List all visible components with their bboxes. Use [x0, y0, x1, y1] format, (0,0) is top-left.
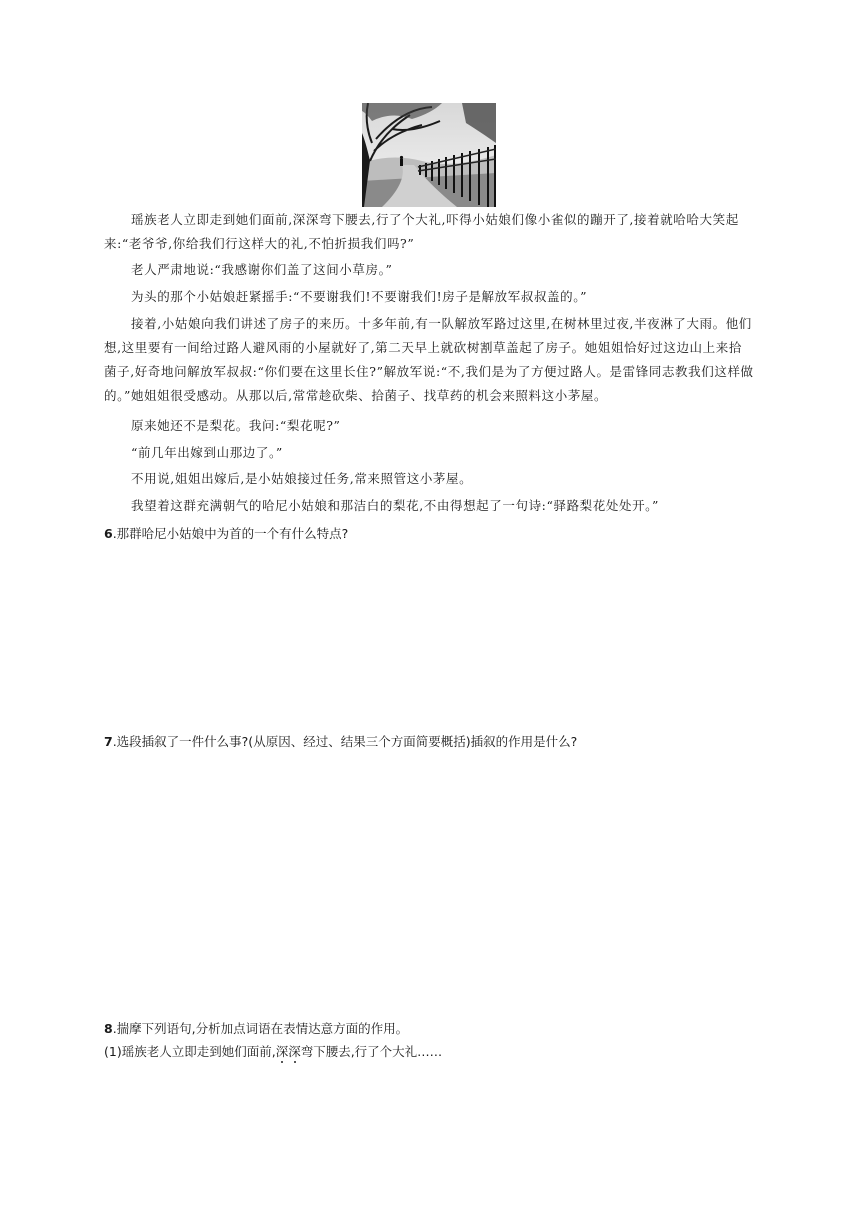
question-7-number: 7 — [104, 734, 113, 749]
question-6-text: .那群哈尼小姑娘中为首的一个有什么特点? — [112, 526, 349, 541]
passage-paragraph-5: 原来她还不是梨花。我问:“梨花呢?” — [131, 418, 341, 433]
passage-paragraph-6: “前几年出嫁到山那边了。” — [131, 445, 283, 460]
emphasis-dot — [294, 1061, 296, 1063]
question-6-number: 6 — [104, 526, 113, 541]
question-8 — [104, 1018, 764, 1040]
passage-paragraph-2: 老人严肃地说:“我感谢你们盖了这间小草房。” — [131, 262, 393, 277]
q8-item-1-after: 弯下腰去,行了个大礼…… — [300, 1044, 443, 1059]
q8-item-1-before: (1)瑶族老人立即走到她们面前, — [104, 1044, 276, 1059]
question-7-text: .选段插叙了一件什么事?(从原因、经过、结果三个方面简要概括)插叙的作用是什么? — [112, 734, 578, 749]
photo-path-fence-trees-icon — [362, 103, 496, 207]
passage-paragraph-3: 为头的那个小姑娘赶紧摇手:“不要谢我们!不要谢我们!房子是解放军叔叔盖的。” — [131, 289, 588, 304]
passage-paragraph-1: 瑶族老人立即走到她们面前,深深弯下腰去,行了个大礼,吓得小姑娘们像小雀似的蹦开了,接着就哈哈大笑起来:“老爷爷,你给我们行这样大的礼,不怕折损我们吗?” — [104, 212, 739, 251]
passage-paragraph-7: 不用说,姐姐出嫁后,是小姑娘接过任务,常来照管这小茅屋。 — [131, 471, 473, 486]
question-8-item-1 — [104, 1041, 764, 1063]
question-8-text: .揣摩下列语句,分析加点词语在表情达意方面的作用。 — [112, 1021, 409, 1036]
emphasis-dot — [281, 1061, 283, 1063]
question-6 — [104, 523, 764, 545]
question-8-number: 8 — [104, 1021, 113, 1036]
emphasized-words — [276, 1044, 301, 1059]
passage-paragraph-8: 我望着这群充满朝气的哈尼小姑娘和那洁白的梨花,不由得想起了一句诗:“驿路梨花处处开。” — [131, 498, 660, 513]
passage-paragraph-4: 接着,小姑娘向我们讲述了房子的来历。十多年前,有一队解放军路过这里,在树林里过夜,半夜淋了大雨。他们想,这里要有一间给过路人避风雨的小屋就好了,第二天早上就砍树割草盖起了房子。她姐姐恰好过这边山上来拾菌子,好奇地问解放军叔叔:“你们要在这里长住?”解放军说:“不,我们是为了方便过路人。是雷锋同志教我们这样做的。”她姐姐很受感动。从那以后,常常趁砍柴、拾菌子、找草药的机会来照料这小茅屋。 — [104, 316, 754, 403]
q8-item-1-emphasis: 深深 — [275, 1044, 301, 1059]
illustration-photo — [362, 103, 496, 207]
question-7 — [104, 731, 764, 753]
